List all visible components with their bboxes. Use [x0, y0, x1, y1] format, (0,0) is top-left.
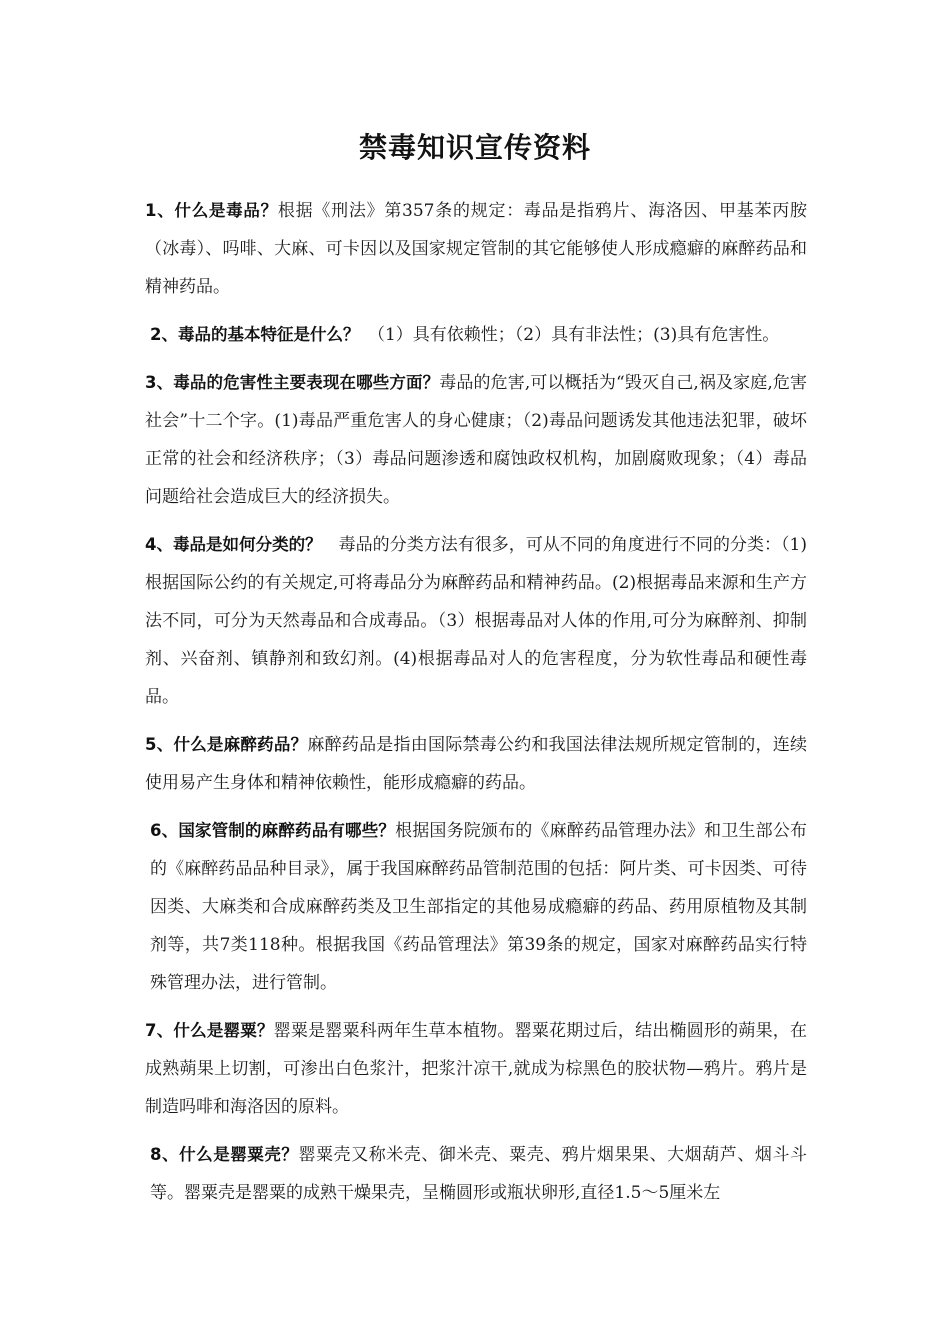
section-4-answer: 毒品的分类方法有很多，可从不同的角度进行不同的分类：（1)根据国际公约的有关规定,可将毒品分为麻醉药品和精神药品。(2)根据毒品来源和生产方法不同，可分为天然毒品和合成毒品。（3）根据毒品对人体的作用,可分为麻醉剂、抑制剂、兴奋剂、镇静剂和致幻剂。(4)根据毒品对人的危害程度，分为软性毒品和硬性毒品。	[145, 535, 807, 707]
section-8-answer: 罂粟壳又称米壳、御米壳、粟壳、鸦片烟果果、大烟葫芦、烟斗斗等。罂粟壳是罂粟的成熟干燥果壳，呈椭圆形或瓶状卵形,直径1.5～5厘米左	[150, 1145, 808, 1203]
section-5-answer: 麻醉药品是指由国际禁毒公约和我国法律法规所规定管制的，连续使用易产生身体和精神依赖性，能形成瘾癖的药品。	[145, 735, 808, 793]
section-6-answer: 根据国务院颁布的《麻醉药品管理办法》和卫生部公布的《麻醉药品品种目录》，属于我国麻醉药品管制范围的包括：阿片类、可卡因类、可待因类、大麻类和合成麻醉药类及卫生部指定的其他易成瘾癖的药品、药用原植物及其制剂等，共7类118种。根据我国《药品管理法》第39条的规定，国家对麻醉药品实行特殊管理办法，进行管制。	[150, 821, 808, 993]
section-5-question: 5、什么是麻醉药品？	[145, 735, 308, 754]
page-title: 禁毒知识宣传资料	[358, 131, 591, 164]
section-7-question: 7、什么是罂粟？	[145, 1021, 274, 1040]
section-3-question: 3、毒品的危害性主要表现在哪些方面？	[145, 373, 440, 392]
section-2	[145, 316, 807, 354]
section-1-question: 1、什么是毒品？	[145, 201, 278, 220]
section-4	[145, 526, 807, 716]
section-7-answer: 罂粟是罂粟科两年生草本植物。罂粟花期过后，结出椭圆形的蒴果，在成熟蒴果上切割，可渗出白色浆汁，把浆汁凉干,就成为棕黑色的胶状物—鸦片。鸦片是制造吗啡和海洛因的原料。	[145, 1021, 807, 1117]
section-8	[145, 1136, 807, 1212]
section-2-answer: （1）具有依赖性；（2）具有非法性；(3)具有危害性。	[359, 325, 780, 345]
section-3	[145, 364, 807, 516]
section-6	[145, 812, 807, 1002]
document-body	[145, 192, 807, 1222]
section-8-question: 8、什么是罂粟壳？	[150, 1145, 299, 1164]
section-7	[145, 1012, 807, 1126]
section-2-question: 2、毒品的基本特征是什么？	[150, 325, 360, 344]
section-3-answer: 毒品的危害,可以概括为“毁灭自己,祸及家庭,危害社会”十二个字。(1)毒品严重危害人的身心健康；（2)毒品问题诱发其他违法犯罪，破坏正常的社会和经济秩序；（3）毒品问题渗透和腐蚀政权机构，加剧腐败现象；（4）毒品问题给社会造成巨大的经济损失。	[145, 373, 808, 507]
section-1	[145, 192, 807, 306]
section-6-question: 6、国家管制的麻醉药品有哪些？	[150, 821, 396, 840]
section-5	[145, 726, 807, 802]
section-4-question: 4、毒品是如何分类的？	[145, 535, 322, 554]
section-1-answer: 根据《刑法》第357条的规定：毒品是指鸦片、海洛因、甲基苯丙胺（冰毒）、吗啡、大麻、可卡因以及国家规定管制的其它能够使人形成瘾癖的麻醉药品和精神药品。	[145, 201, 807, 297]
